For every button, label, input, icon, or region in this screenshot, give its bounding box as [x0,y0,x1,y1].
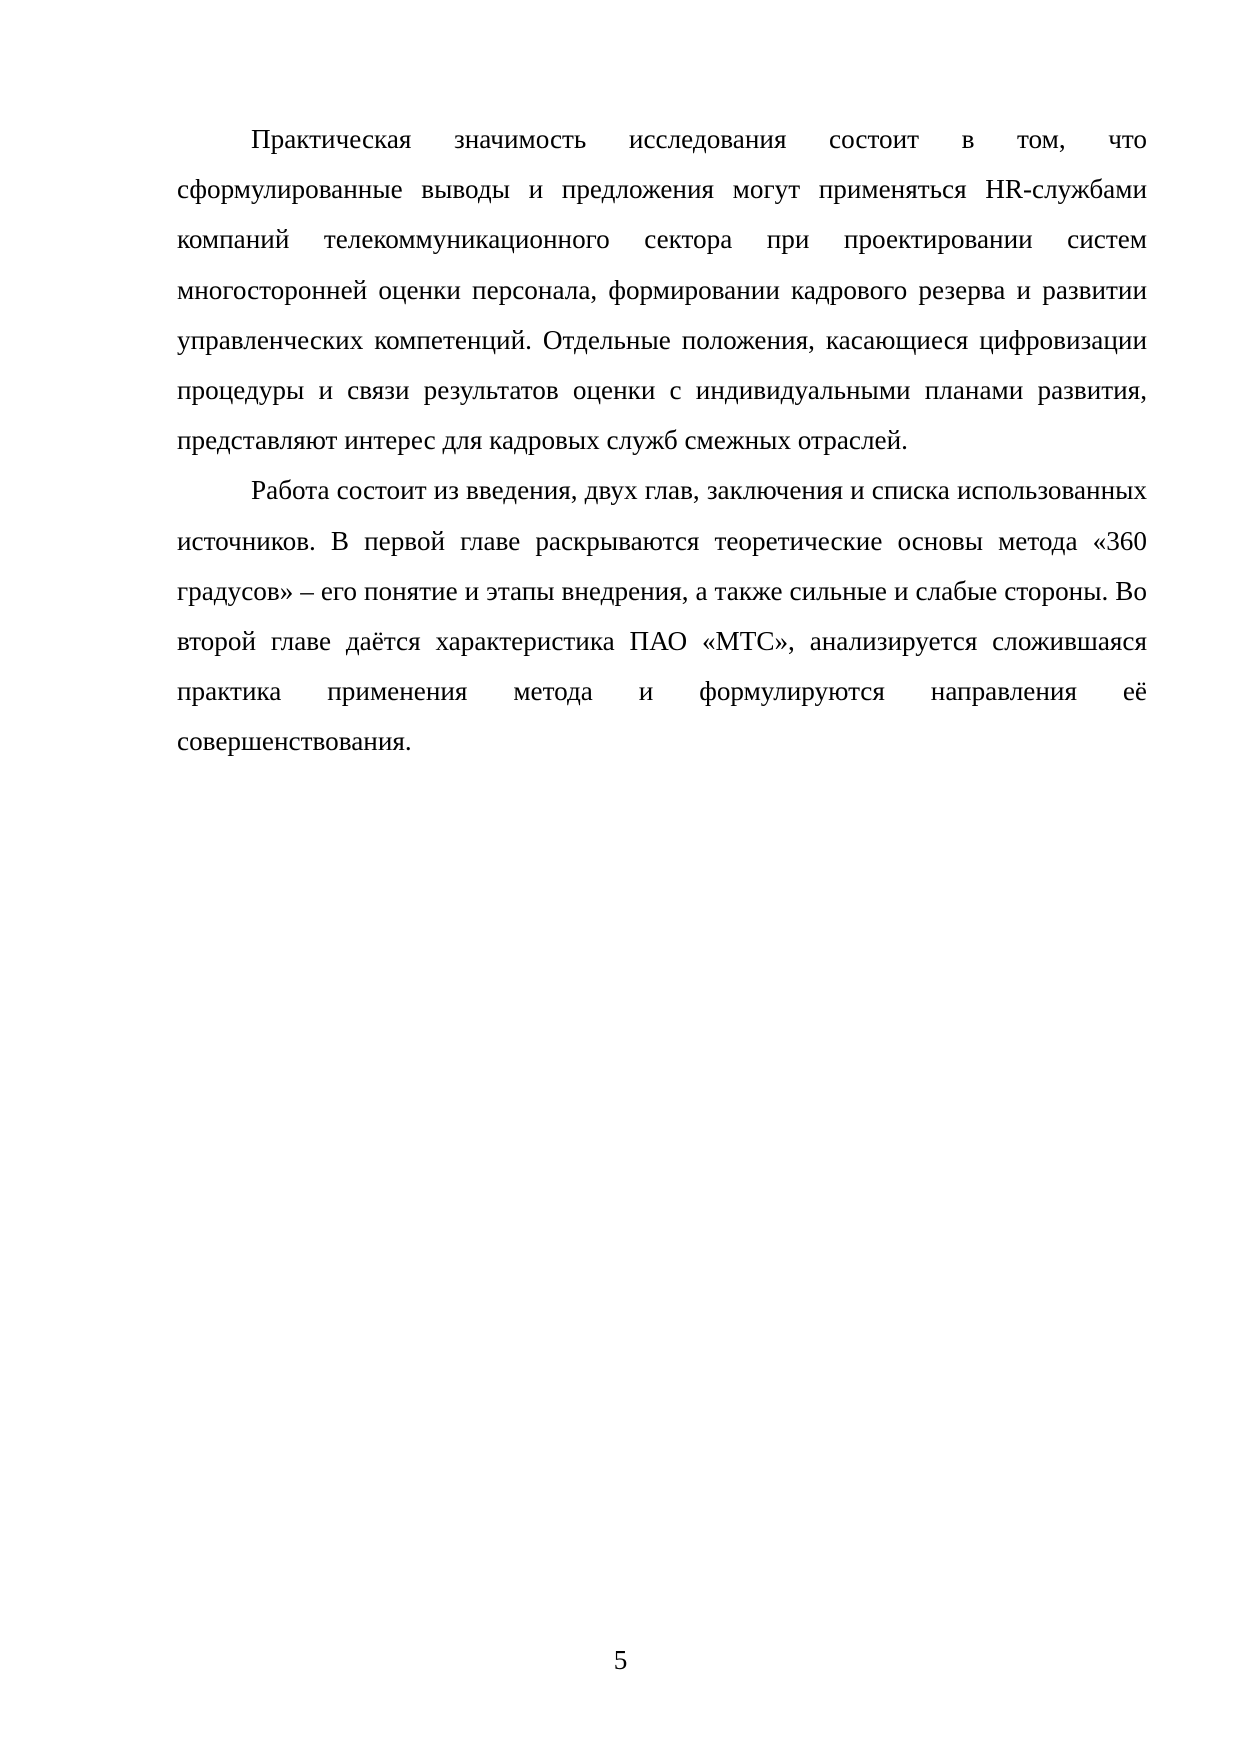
page-number: 5 [613,1645,628,1675]
body-text [177,114,1147,767]
paragraph-work-structure: Работа состоит из введения, двух глав, заключения и списка использованных источников. В первой главе раскрываются теоретические основы метода «360 градусов» – его понятие и этапы внедрения, а также сильные и слабые стороны. Во второй главе даётся характеристика ПАО «МТС», анализируется сложившаяся практика применения метода и формулируются направления её совершенствования. [177,475,1147,757]
paragraph-practical-significance: Практическая значимость исследования состоит в том, что сформулированные выводы и предложения могут применяться HR-службами компаний телекоммуникационного сектора при проектировании систем многосторонней оценки персонала, формировании кадрового резерва и развитии управленческих компетенций. Отдельные положения, касающиеся цифровизации процедуры и связи результатов оценки с индивидуальными планами развития, представляют интерес для кадровых служб смежных отраслей. [177,124,1147,456]
